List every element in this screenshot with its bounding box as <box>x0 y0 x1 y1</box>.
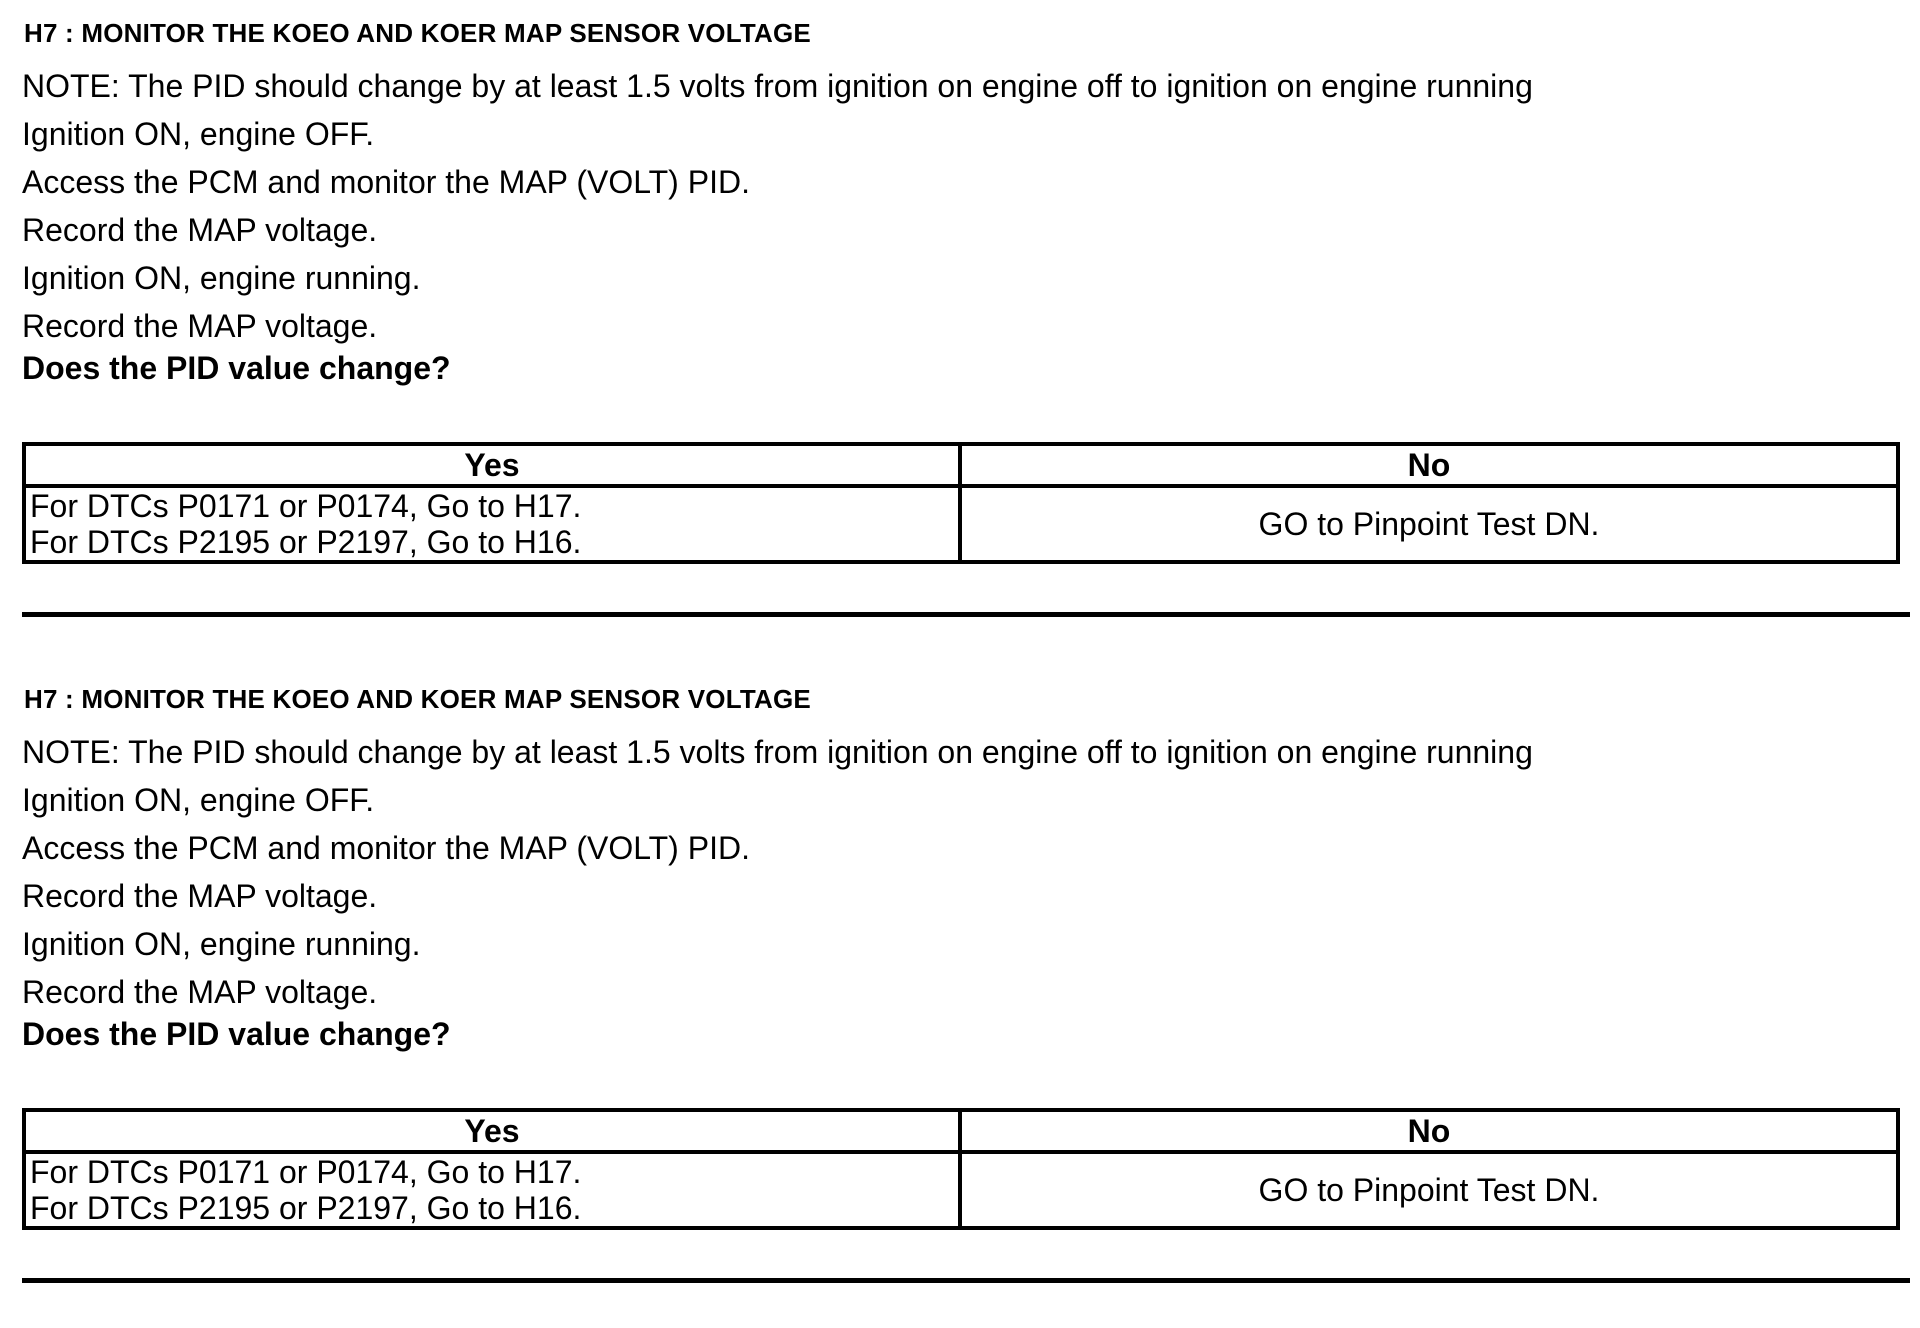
step-line: Ignition ON, engine OFF. <box>22 116 375 152</box>
no-cell: GO to Pinpoint Test DN. <box>960 1152 1898 1228</box>
step-line: Access the PCM and monitor the MAP (VOLT) PID. <box>22 830 750 866</box>
step-line: Access the PCM and monitor the MAP (VOLT) PID. <box>22 164 750 200</box>
no-header: No <box>960 444 1898 486</box>
result-table <box>22 1108 1900 1230</box>
table-row <box>24 1152 1898 1228</box>
step-line: Record the MAP voltage. <box>22 308 378 344</box>
yes-header: Yes <box>24 444 960 486</box>
table-row <box>24 486 1898 562</box>
yes-line: For DTCs P2195 or P2197, Go to H16. <box>30 1190 582 1226</box>
step-line: Record the MAP voltage. <box>22 212 378 248</box>
section-divider <box>22 612 1910 617</box>
step-list <box>22 62 1533 350</box>
yes-cell <box>24 486 960 562</box>
step-line: Ignition ON, engine running. <box>22 260 421 296</box>
yes-line: For DTCs P0171 or P0174, Go to H17. <box>30 488 582 524</box>
yes-line: For DTCs P0171 or P0174, Go to H17. <box>30 1154 582 1190</box>
step-line: Record the MAP voltage. <box>22 878 378 914</box>
step-line: Ignition ON, engine OFF. <box>22 782 375 818</box>
question: Does the PID value change? <box>22 350 451 386</box>
step-line: Ignition ON, engine running. <box>22 926 421 962</box>
step-line: Record the MAP voltage. <box>22 974 378 1010</box>
yes-cell <box>24 1152 960 1228</box>
table-header-row <box>24 1110 1898 1152</box>
section-divider <box>22 1278 1910 1283</box>
step-list <box>22 728 1533 1016</box>
yes-header: Yes <box>24 1110 960 1152</box>
no-header: No <box>960 1110 1898 1152</box>
yes-line: For DTCs P2195 or P2197, Go to H16. <box>30 524 582 560</box>
no-cell: GO to Pinpoint Test DN. <box>960 486 1898 562</box>
result-table <box>22 442 1900 564</box>
table-header-row <box>24 444 1898 486</box>
section-title: H7 : MONITOR THE KOEO AND KOER MAP SENSOR VOLTAGE <box>24 684 811 714</box>
section-title: H7 : MONITOR THE KOEO AND KOER MAP SENSOR VOLTAGE <box>24 18 811 48</box>
note-line: NOTE: The PID should change by at least 1.5 volts from ignition on engine off to ignition on engine running <box>22 734 1533 770</box>
note-line: NOTE: The PID should change by at least 1.5 volts from ignition on engine off to ignition on engine running <box>22 68 1533 104</box>
question: Does the PID value change? <box>22 1016 451 1052</box>
